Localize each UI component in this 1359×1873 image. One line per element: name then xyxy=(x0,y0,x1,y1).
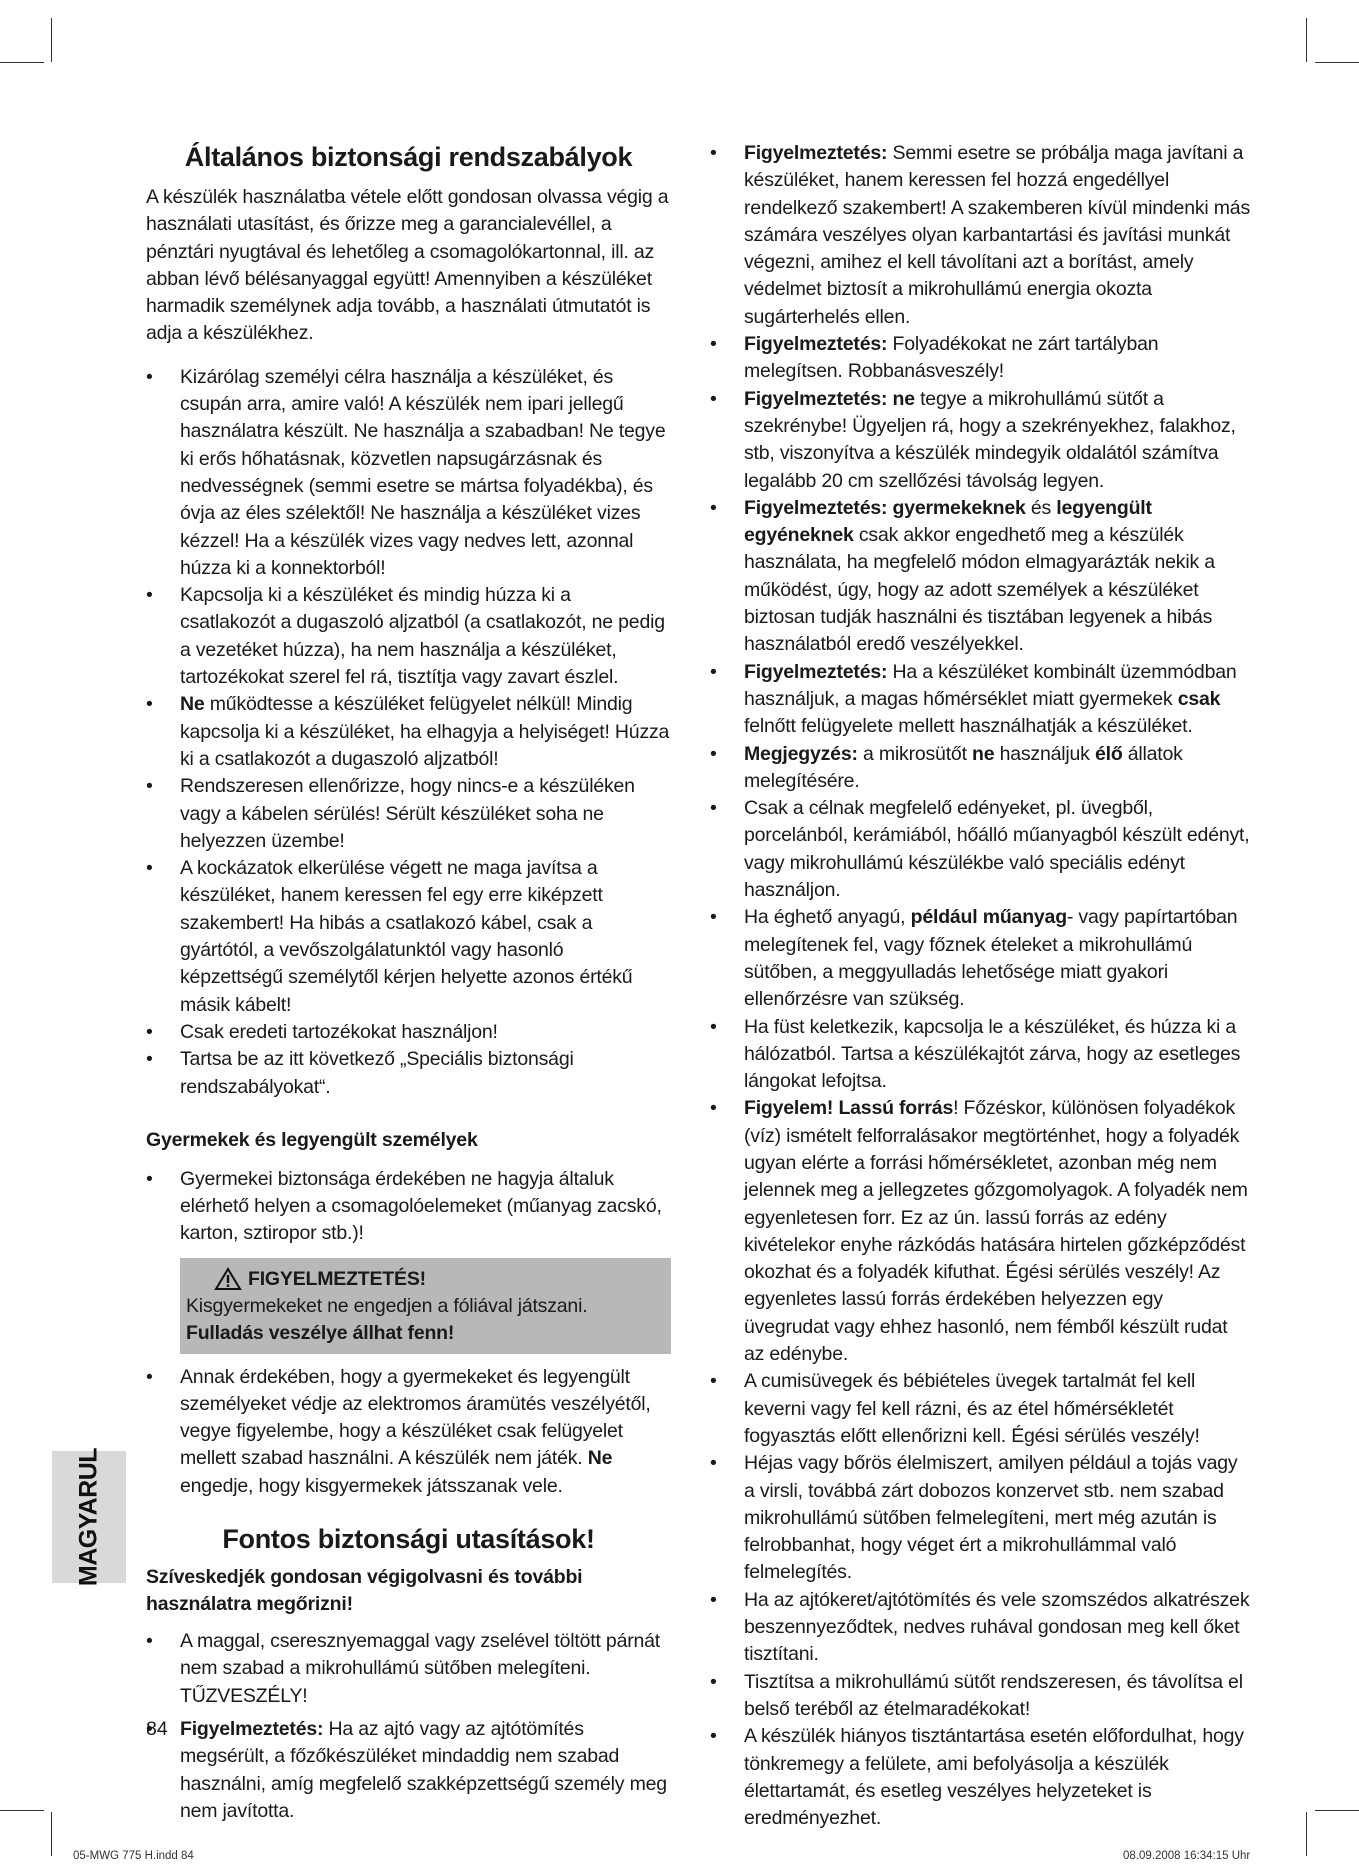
list-item: • Gyermekei biztonsága érdekében ne hagyja általuk elérhető helyen a csomagolóelemeket (műanyag zacskó, karton, sztiropor stb.)! xyxy=(146,1166,671,1248)
list-item: • A kockázatok elkerülése végett ne maga javítsa a készüléket, hanem keressen fel egy erre kiképzett szakembert! Ha hibás a csatlakozó kábel, csak a gyártótól, a vevőszolgálatunktól vagy hasonló képzettségű személytől kérjen helyette azonos értékű másik kábelt! xyxy=(146,855,671,1019)
language-label: MAGYARUL xyxy=(74,1447,103,1587)
warning-box xyxy=(180,1258,671,1354)
children-heading: Gyermekek és legyengült személyek xyxy=(146,1128,478,1151)
children-list-2 xyxy=(146,1364,671,1500)
list-item: • Csak a célnak megfelelő edényeket, pl. üvegből, porcelánból, kerámiából, hőálló műanyagból készült edényt, vagy mikrohullámú készülékbe való speciális edényt használjon. xyxy=(710,795,1250,904)
list-item: • Megjegyzés: a mikrosütőt ne használjuk élő állatok melegítésére. xyxy=(710,741,1250,796)
warning-title: FIGYELMEZTETÉS! xyxy=(214,1266,661,1293)
children-list xyxy=(146,1166,671,1248)
crop-mark xyxy=(0,1810,44,1811)
list-item: • Kapcsolja ki a készüléket és mindig húzza ki a csatlakozót a dugaszoló aljzatból (a csatlakozót, ne pedig a vezetéket húzza), ha nem használja a készüléket, tartozékokat szerel fel rá, tisztítja vagy zavart észlel. xyxy=(146,582,671,691)
language-tab xyxy=(52,1447,126,1587)
list-item: • Tisztítsa a mikrohullámú sütőt rendszeresen, és távolítsa el belső teréből az ételmaradékokat! xyxy=(710,1669,1250,1724)
list-item: • Ha füst keletkezik, kapcsolja le a készüléket, és húzza ki a hálózatból. Tartsa a készülékajtót zárva, hogy az esetleges lángokat lefojtsa. xyxy=(710,1014,1250,1096)
list-item: • Figyelmeztetés: Semmi esetre se próbálja maga javítani a készüléket, hanem keressen fel hozzá engedéllyel rendelkező szakembert! A szakemberen kívül mindenki más számára veszélyes olyan karbantartási és javítási munkát végezni, amihez el kell távolítani azt a borítást, amely védelmet biztosít a mikrohullámú energia okozta sugárterhelés ellen. xyxy=(710,140,1250,331)
list-item: • A cumisüvegek és bébiételes üvegek tartalmát fel kell keverni vagy fel kell rázni, és az étel hőmérsékletét fogyasztás előtt ellenőrizni kell. Égési sérülés veszély! xyxy=(710,1368,1250,1450)
list-item: • Figyelmeztetés: Ha az ajtó vagy az ajtótömítés megsérült, a főzőkészüléket mindaddig nem szabad használni, amíg megfelelő szakképzettségű személy meg nem javította. xyxy=(146,1716,671,1825)
footer-file-info: 05-MWG 775 H.indd 84 xyxy=(73,1850,194,1862)
crop-mark xyxy=(1306,1812,1307,1856)
list-item: • Ha az ajtókeret/ajtótömítés és vele szomszédos alkatrészek beszennyeződtek, nedves ruhával gondosan meg kell őket tisztítani. xyxy=(710,1587,1250,1669)
warning-triangle-icon xyxy=(214,1267,242,1291)
list-item: • Figyelmeztetés: Ha a készüléket kombinált üzemmódban használjuk, a magas hőmérséklet miatt gyermekek csak felnőtt felügyelete mellett használhatják a készüléket. xyxy=(710,659,1250,741)
crop-mark xyxy=(1315,62,1359,63)
crop-mark xyxy=(51,18,52,62)
general-safety-title: Általános biztonsági rendszabályok xyxy=(184,142,633,172)
list-item: • A maggal, cseresznyemaggal vagy zselével töltött párnát nem szabad a mikrohullámú sütőben melegíteni. TŰZVESZÉLY! xyxy=(146,1628,671,1710)
right-column xyxy=(710,140,1250,1832)
list-item: • Héjas vagy bőrös élelmiszert, amilyen például a tojás vagy a virsli, továbbá zárt dobozos konzervet stb. nem szabad mikrohullámú sütőben felmelegíteni, mert még azután is felrobbanhat, hogy véget ért a mikrohullámmal való felmelegítés. xyxy=(710,1450,1250,1586)
list-item: • Figyelmeztetés: gyermekeknek és legyengült egyéneknek csak akkor engedhető meg a készülék használata, ha megfelelő módon elmagyarázták nekik a működést, úgy, hogy az adott személyek a készüléket biztosan tudják használni és tisztában legyenek a hibás használatból eredő veszélyekkel. xyxy=(710,495,1250,659)
list-item: • Csak eredeti tartozékokat használjon! xyxy=(146,1019,671,1046)
list-item: • Ha éghető anyagú, például műanyag- vagy papírtartóban melegítenek fel, vagy főznek ételeket a mikrohullámú sütőben, a meggyulladás lehetősége miatt gyakori ellenőrzésre van szükség. xyxy=(710,904,1250,1013)
footer-timestamp: 08.09.2008 16:34:15 Uhr xyxy=(1123,1850,1251,1862)
list-item: • Figyelem! Lassú forrás! Főzéskor, különösen folyadékok (víz) ismételt felforralásakor megtörténhet, hogy a folyadék ugyan elérte a forrási hőmérsékletet, azonban még nem jelennek meg a jellegzetes gőzgomolyagok. A folyadék nem egyenletesen forr. Ez az ún. lassú forrás az edény kivételekor enyhe rázkódás hatására hirtelen gőzképződést okozhat és a folyadék kifuthat. Égési sérülés veszély! Az egyenletes lassú forrás érdekében helyezzen egy üvegrudat vagy ehhez hasonló, nem fémből készült rudat az edénybe. xyxy=(710,1095,1250,1368)
list-item: • Kizárólag személyi célra használja a készüléket, és csupán arra, amire való! A készülék nem ipari jellegű használatra készült. Ne használja a szabadban! Ne tegye ki erős hőhatásnak, közvetlen napsugárzásnak és nedvességnek (semmi esetre se mártsa folyadékba), és óvja az éles szélektől! Ne használja a készüléket vizes kézzel! Ha a készülék vizes vagy nedves lett, azonnal húzza ki a konnektorból! xyxy=(146,364,671,582)
intro-paragraph: A készülék használatba vétele előtt gondosan olvassa végig a használati utasítást, és őrizze meg a garancialevéllel, a pénztári nyugtával és lehetőleg a csomagolókartonnal, ill. az abban lévő bélésanyaggal együtt! Amennyiben a készüléket harmadik személynek adja tovább, a használati útmutatót is adja a készülékhez. xyxy=(146,186,669,345)
crop-mark xyxy=(1306,18,1307,62)
list-item: • A készülék hiányos tisztántartása esetén előfordulhat, hogy tönkremegy a felülete, ami befolyásolja a készülék élettartamát, és esetleg veszélyes helyzeteket is eredményezhet. xyxy=(710,1723,1250,1832)
page-number: 84 xyxy=(146,1718,168,1740)
crop-mark xyxy=(1315,1810,1359,1811)
warning-text: Kisgyermekeket ne engedjen a fóliával játszani. Fulladás veszélye állhat fenn! xyxy=(186,1294,588,1345)
crop-mark xyxy=(0,62,44,63)
list-item: • Rendszeresen ellenőrizze, hogy nincs-e a készüléken vagy a kábelen sérülés! Sérült készüléket soha ne helyezzen üzembe! xyxy=(146,773,671,855)
general-rules-list xyxy=(146,364,671,1101)
important-safety-title: Fontos biztonsági utasítások! xyxy=(222,1524,595,1555)
list-item: • Figyelmeztetés: ne tegye a mikrohullámú sütőt a szekrénybe! Ügyeljen rá, hogy a szekrényekhez, falakhoz, stb, viszonyítva a készülék mindegyik oldalától számítva legalább 20 cm szellőzési távolság legyen. xyxy=(710,386,1250,495)
list-item: • Tartsa be az itt következő „Speciális biztonsági rendszabályokat“. xyxy=(146,1046,671,1101)
important-safety-subtitle: Szíveskedjék gondosan végigolvasni és további használatra megőrizni! xyxy=(146,1566,583,1616)
list-item: • Ne működtesse a készüléket felügyelet nélkül! Mindig kapcsolja ki a készüléket, ha elhagyja a helyiséget! Húzza ki a csatlakozót a dugaszoló aljzatból! xyxy=(146,691,671,773)
list-item: • Figyelmeztetés: Folyadékokat ne zárt tartályban melegítsen. Robbanásveszély! xyxy=(710,331,1250,386)
warnings-list xyxy=(710,140,1250,1832)
important-list xyxy=(146,1628,671,1825)
crop-mark xyxy=(51,1812,52,1856)
left-column xyxy=(146,140,671,1825)
list-item: • Annak érdekében, hogy a gyermekeket és legyengült személyeket védje az elektromos áramütés veszélyétől, vegye figyelembe, hogy a készüléket csak felügyelet mellett szabad használni. A készülék nem játék. Ne engedje, hogy kisgyermekek játsszanak vele. xyxy=(146,1364,671,1500)
